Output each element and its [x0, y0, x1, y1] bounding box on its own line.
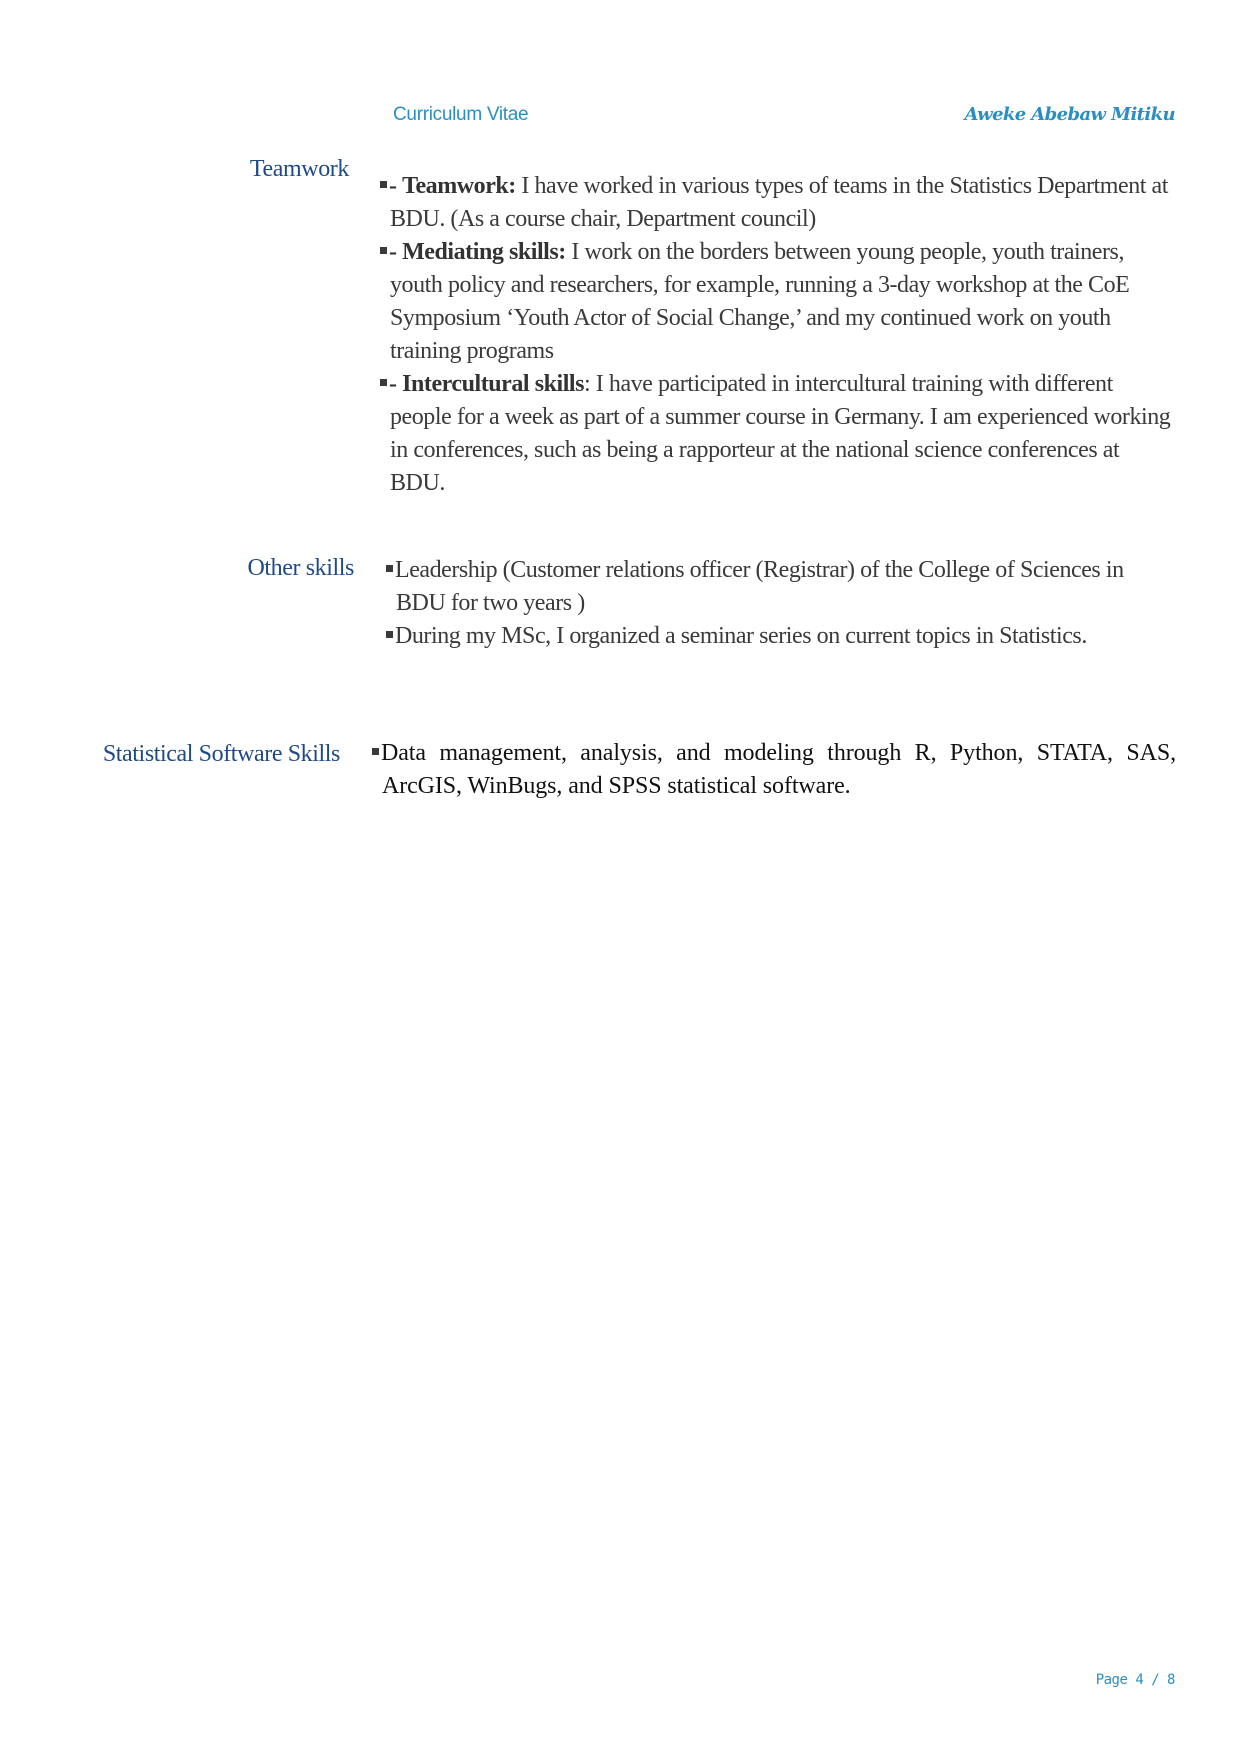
item-dash: - [389, 239, 397, 265]
bullet-icon [372, 748, 379, 755]
bullet-icon [380, 379, 387, 386]
item-text: I have worked in various types of teams in the Statistics Department at BDU. (As a course chair, Department council) [390, 173, 1168, 232]
bullet-icon [386, 565, 393, 572]
list-item [386, 620, 1176, 653]
item-text: I work on the borders between young people, youth trainers, youth policy and researchers, for example, running a 3-day workshop at the CoE Symposium ‘Youth Actor of Social Change,’ and my continued work on youth training programs [390, 239, 1130, 364]
bullet-icon [386, 631, 393, 638]
item-term: Intercultural skills [402, 371, 585, 397]
author-name: Aweke Abebaw Mitiku [964, 104, 1175, 125]
list-item [380, 368, 1176, 500]
list-item [386, 554, 1176, 620]
list-item [380, 236, 1176, 368]
item-term: Teamwork: [402, 173, 516, 199]
list-item [380, 170, 1176, 236]
bullet-icon [380, 181, 387, 188]
item-text: Data management, analysis, and modeling through R, Python, STATA, SAS, ArcGIS, WinBugs, and SPSS statistical software. [381, 740, 1176, 799]
item-text: : I have participated in intercultural training with different people for a week as part of a summer course in Germany. I am experienced working in conferences, such as being a rapporteur at the national science conferences at BDU. [390, 371, 1171, 496]
item-term: Mediating skills: [402, 239, 566, 265]
page-number: Page 4 / 8 [1095, 1672, 1175, 1688]
section-body-teamwork [380, 170, 1176, 500]
bullet-icon [380, 247, 387, 254]
section-label-software: Statistical Software Skills [102, 741, 340, 767]
item-text: During my MSc, I organized a seminar series on current topics in Statistics. [395, 623, 1087, 649]
section-body-software [372, 737, 1176, 803]
document-title: Curriculum Vitae [393, 104, 529, 125]
item-dash: - [389, 371, 397, 397]
section-label-other-skills: Other skills [247, 555, 354, 581]
section-body-other-skills [386, 554, 1176, 653]
item-dash: - [389, 173, 397, 199]
section-label-teamwork: Teamwork [249, 156, 349, 182]
item-text: Leadership (Customer relations officer (Registrar) of the College of Sciences in BDU for two years ) [395, 557, 1124, 616]
list-item [372, 737, 1176, 803]
